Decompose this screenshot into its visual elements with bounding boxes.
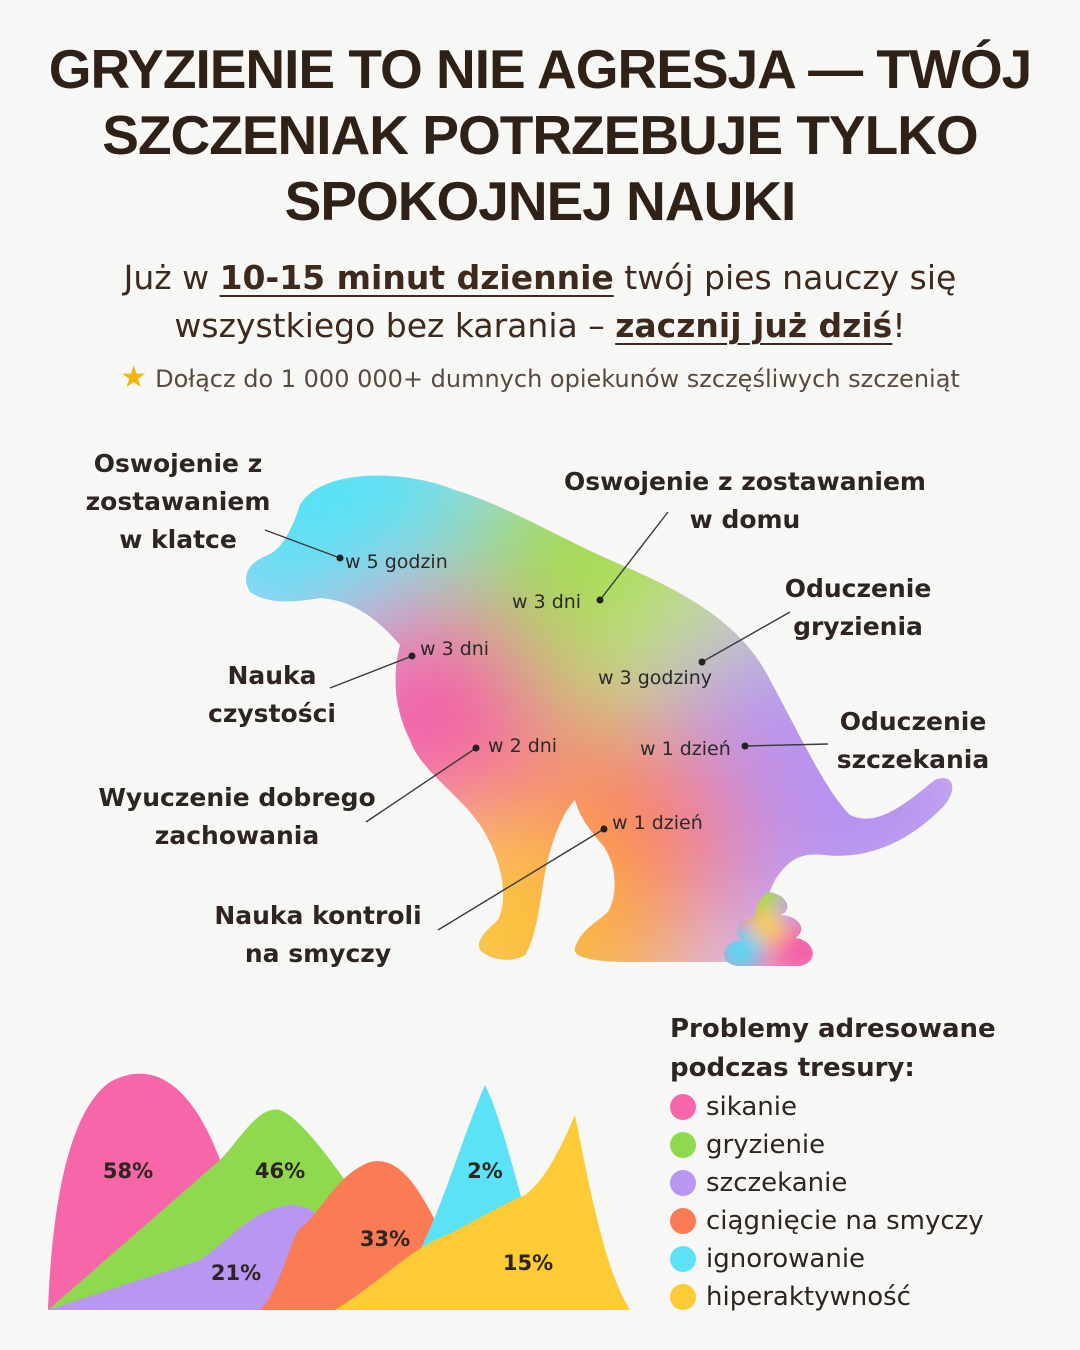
legend-title-line-2: podczas tresury:: [670, 1053, 915, 1083]
value-label-2: 46%: [254, 1159, 306, 1183]
legend-item: [670, 1088, 1050, 1126]
legend-title-line-1: Problemy adresowane: [670, 1014, 996, 1044]
legend-label: sikanie: [706, 1092, 797, 1122]
legend-label: hiperaktywność: [706, 1282, 911, 1312]
callout-dot: [409, 653, 416, 660]
legend-swatch: [670, 1170, 696, 1196]
legend-label: szczekanie: [706, 1168, 848, 1198]
callout-label-line: zachowania: [154, 821, 320, 850]
legend-item: [670, 1240, 1050, 1278]
star-icon: ★: [120, 360, 148, 395]
callout-label-line: Nauka kontroli: [214, 901, 422, 930]
callout-label-line: w domu: [689, 505, 801, 534]
legend-title: [670, 1010, 1050, 1088]
callout-time-tag: w 1 dzień: [640, 738, 731, 760]
title-line-3: SPOKOJNEJ NAUKI: [284, 170, 796, 232]
legend-swatch: [670, 1284, 696, 1310]
callout-time-tag: w 3 dni: [512, 591, 582, 613]
subtitle-part-3: !: [892, 306, 906, 345]
value-label-1: 58%: [102, 1159, 154, 1183]
callout-dot: [601, 826, 608, 833]
callout-label-line: zostawaniem: [85, 487, 271, 516]
callout-label-line: gryzienia: [793, 612, 923, 641]
callout-dot: [699, 659, 706, 666]
callout-label-line: Oswojenie z: [93, 449, 263, 478]
callout-time-tag: w 1 dzień: [612, 812, 703, 834]
callout-time-tag: w 3 dni: [420, 638, 490, 660]
callout-dot: [337, 555, 344, 562]
callout-label-line: czystości: [208, 699, 336, 728]
callout-label-line: na smyczy: [244, 939, 392, 968]
callout-dot: [742, 743, 749, 750]
legend-swatch: [670, 1208, 696, 1234]
callout-label-line: Oswojenie z zostawaniem: [564, 467, 926, 496]
legend-item: [670, 1164, 1050, 1202]
callout-time-tag: w 5 godzin: [345, 551, 448, 573]
callout-label-line: Oduczenie: [839, 707, 987, 736]
value-label-6: 15%: [502, 1251, 554, 1275]
subtitle-part-1: Już w: [123, 258, 220, 297]
value-label-5: 2%: [467, 1159, 503, 1183]
legend-swatch: [670, 1246, 696, 1272]
legend-item: [670, 1202, 1050, 1240]
social-proof-text: Dołącz do 1 000 000+ dumnych opiekunów szczęśliwych szczeniąt: [155, 365, 960, 393]
callout-label-line: Nauka: [227, 661, 317, 690]
legend-label: ciągnięcie na smyczy: [706, 1206, 984, 1236]
callout-label-line: w klatce: [119, 525, 237, 554]
callout-dot: [597, 597, 604, 604]
subtitle-highlight-time: 10-15 minut dziennie: [219, 258, 614, 297]
title-line-2: SZCZENIAK POTRZEBUJE TYLKO: [102, 104, 978, 166]
legend-swatch: [670, 1094, 696, 1120]
callout-label-line: Oduczenie: [784, 574, 932, 603]
legend-item: [670, 1278, 1050, 1316]
callout-label-line: Wyuczenie dobrego: [98, 783, 376, 812]
value-label-3: 21%: [210, 1261, 262, 1285]
callout-time-tag: w 2 dni: [488, 735, 558, 757]
callout-time-tag: w 3 godziny: [598, 667, 712, 689]
legend-label: ignorowanie: [706, 1244, 866, 1274]
subtitle-part-2: twój pies nauczy się wszystkiego bez karania –: [174, 258, 957, 345]
legend-swatch: [670, 1132, 696, 1158]
callout-label-line: szczekania: [836, 745, 990, 774]
chart-legend: [670, 1010, 1050, 1316]
legend-item: [670, 1126, 1050, 1164]
title-line-1: GRYZIENIE TO NIE AGRESJA — TWÓJ: [48, 38, 1032, 100]
problems-area-chart: [48, 1074, 630, 1310]
legend-label: gryzienie: [706, 1130, 826, 1160]
value-label-4: 33%: [359, 1227, 411, 1251]
subtitle-call-to-action: zacznij już dziś: [615, 306, 893, 345]
callout-dot: [473, 745, 480, 752]
